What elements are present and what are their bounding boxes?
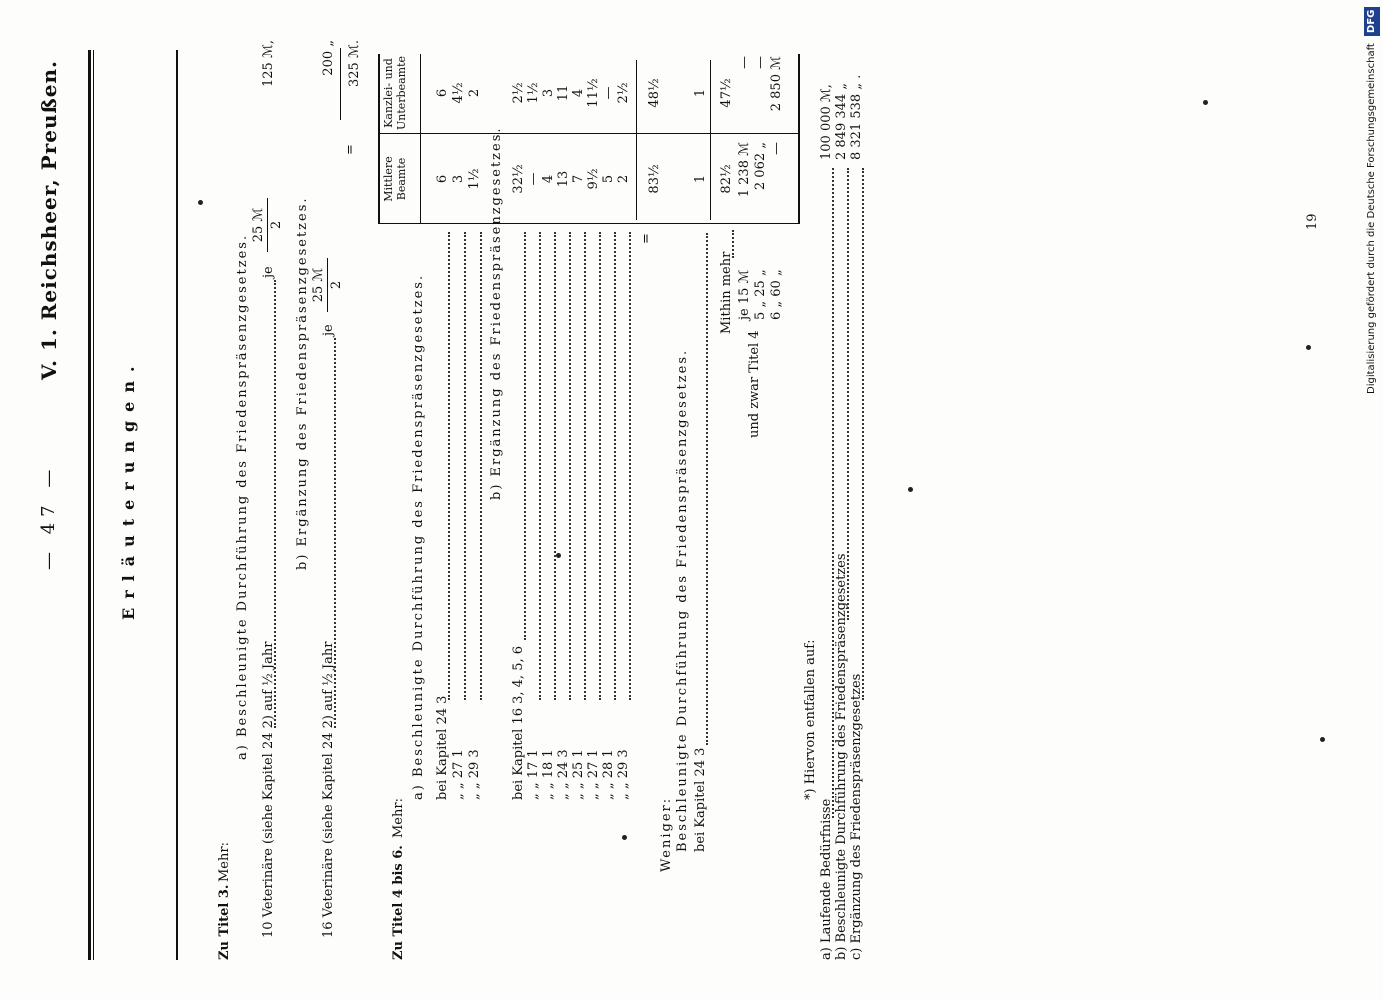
- table-cell-kanzlei: 3: [541, 88, 556, 98]
- titel4-mehr: Mehr:: [391, 798, 406, 838]
- leader-dots: [584, 232, 586, 700]
- footnote-label: b) Beschleunigte Durchführung des Friedenspräsenzgesetzes: [834, 553, 849, 960]
- footnote-label: a) Laufende Bedürfnisse: [819, 798, 834, 960]
- table-cell-mittlere: 4: [541, 174, 556, 184]
- table-row-label: „ „ 18 1: [541, 749, 556, 800]
- sum-kanzlei: 48½: [647, 78, 662, 108]
- table-row-label: „ „ 27 1: [451, 749, 466, 800]
- sum-rule: [340, 48, 341, 120]
- split-cell-mittlere: —: [769, 142, 784, 155]
- mithin-label: Mithin mehr: [719, 251, 734, 334]
- digitization-credit: [1364, 8, 1380, 394]
- table-row-label: „ „ 28 1: [601, 749, 616, 800]
- table-cell-mittlere: 2: [616, 174, 631, 184]
- footnote-label: c) Ergänzung des Friedenspräsenzgesetzes: [849, 673, 864, 960]
- scan-speck: [556, 553, 561, 558]
- mithin-mittlere: 82½: [719, 164, 734, 194]
- leader-dots: [480, 232, 482, 700]
- table-left-border: [378, 223, 798, 224]
- je-label: je: [261, 266, 276, 278]
- table-cell-kanzlei: 2½: [616, 82, 631, 104]
- table-top-border: [378, 54, 380, 224]
- sheet-number: 19: [1305, 213, 1320, 230]
- titel3-total: 325 ℳ.: [347, 40, 362, 87]
- table-row-label: bei Kapitel 24 3: [435, 695, 450, 800]
- titel4-b-label: b) Ergänzung des Friedenspräsenzgesetzes.: [489, 126, 504, 500]
- table-row-label: „ „ 17 1: [526, 749, 541, 800]
- sum-rule: [636, 60, 637, 220]
- table-row-label: bei Kapitel 16 3, 4, 5, 6: [511, 645, 526, 800]
- mithin-kanzlei: 47½: [719, 78, 734, 108]
- leader-dots: [274, 280, 276, 728]
- split-cell-mittlere: 1 238 ℳ: [737, 142, 752, 198]
- table-cell-kanzlei: 2: [467, 88, 482, 98]
- fraction-top: 25 ℳ: [251, 207, 266, 243]
- table-cell-mittlere: 3: [451, 174, 466, 184]
- table-cell-kanzlei: —: [601, 86, 616, 100]
- split-row-label: 5 „ 25 „: [753, 269, 768, 320]
- fraction-bottom: 2: [329, 280, 344, 290]
- table-row-label: „ „ 24 3: [556, 749, 571, 800]
- header-rule-thin: [93, 50, 94, 960]
- titel3-b-label: b) Ergänzung des Friedenspräsenzgesetzes.: [295, 196, 310, 570]
- total-eq: =: [343, 144, 358, 155]
- sum-mittlere: 83½: [647, 164, 662, 194]
- titel3-mehr: Mehr:: [217, 842, 232, 882]
- table-row-label: „ „ 29 3: [467, 749, 482, 800]
- fraction-bar: [327, 258, 328, 312]
- scan-speck: [1203, 100, 1208, 105]
- weniger-subject: Beschleunigte Durchführung des Friedenspräsenzgesetzes.: [675, 348, 690, 852]
- table-cell-mittlere: 13: [556, 170, 571, 188]
- footnote-intro: *) Hiervon entfallen auf:: [803, 639, 818, 800]
- table-column-divider: [378, 133, 798, 134]
- leader-dots: [862, 168, 864, 700]
- table-cell-kanzlei: 6: [435, 88, 450, 98]
- table-cell-mittlere: 7: [571, 174, 586, 184]
- scan-speck: [198, 200, 203, 205]
- leader-dots: [847, 168, 849, 620]
- leader-dots: [614, 232, 616, 700]
- titel3-b-amount: 200 „: [321, 40, 336, 76]
- table-cell-kanzlei: 1½: [526, 82, 541, 104]
- leader-dots: [599, 232, 601, 700]
- weniger-row-label: bei Kapitel 24 3: [693, 747, 708, 852]
- section-heading: Erläuterungen.: [119, 357, 138, 620]
- footnote-amount: 100 000 ℳ,: [819, 84, 834, 160]
- footnote-amount: 2 849 344 „: [834, 82, 849, 160]
- split-cell-kanzlei: —: [737, 56, 752, 69]
- leader-dots: [554, 232, 556, 700]
- leader-dots: [732, 230, 734, 258]
- weniger-mittlere: 1: [693, 174, 708, 184]
- table-row-label: „ „ 25 1: [571, 749, 586, 800]
- table-header-rule: [420, 54, 421, 224]
- table-bottom-border: [798, 54, 800, 224]
- table-cell-mittlere: —: [526, 172, 541, 186]
- table-cell-mittlere: 9½: [586, 168, 601, 190]
- col-kanzlei-header: Kanzlei- und Unterbeamte: [382, 56, 408, 131]
- titel3-a-line: 10 Veterinäre (siehe Kapitel 24 2) auf ½ Jahr: [261, 641, 276, 938]
- titel3-b-line: 16 Veterinäre (siehe Kapitel 24 2) auf ½ Jahr: [321, 641, 336, 938]
- sum-rule: [710, 60, 711, 220]
- page-number: — 47 —: [38, 463, 59, 570]
- titel3-a-amount: 125 ℳ,: [261, 40, 276, 87]
- table-cell-mittlere: 32½: [511, 164, 526, 194]
- split-cell-kanzlei: —: [753, 56, 768, 69]
- page-title: V. 1. Reichsheer, Preußen.: [37, 60, 61, 380]
- titel3-heading: Zu Titel 3.: [217, 884, 232, 960]
- col-mittlere-header: Mittlere Beamte: [382, 156, 408, 202]
- titel4-heading: Zu Titel 4 bis 6.: [391, 845, 406, 960]
- split-row-label: 6 „ 60 „: [769, 269, 784, 320]
- table-cell-mittlere: 6: [435, 174, 450, 184]
- dfg-logo: DFG: [1364, 7, 1380, 36]
- je-label: je: [321, 324, 336, 336]
- scan-speck: [908, 487, 913, 492]
- scan-speck: [1320, 737, 1325, 742]
- table-cell-kanzlei: 2½: [511, 82, 526, 104]
- table-cell-kanzlei: 11: [556, 84, 571, 102]
- header-rule: [88, 50, 91, 960]
- titel3-a-label: a) Beschleunigte Durchführung des Friedenspräsenzgesetzes.: [235, 233, 250, 760]
- leader-dots: [539, 232, 541, 700]
- sum-eq: =: [639, 233, 654, 244]
- table-cell-kanzlei: 11½: [586, 78, 601, 108]
- table-cell-mittlere: 1½: [467, 168, 482, 190]
- table-row-label: „ „ 29 3: [616, 749, 631, 800]
- table-cell-kanzlei: 4½: [451, 82, 466, 104]
- table-cell-mittlere: 5: [601, 174, 616, 184]
- table-cell-kanzlei: 4: [571, 88, 586, 98]
- split-cell-kanzlei: 2 850 ℳ: [769, 56, 784, 112]
- section-rule: [176, 50, 178, 960]
- leader-dots: [706, 233, 708, 745]
- fraction-top: 25 ℳ: [311, 267, 326, 303]
- leader-dots: [569, 232, 571, 700]
- table-row-label: „ „ 27 1: [586, 749, 601, 800]
- und-zwar-label: und zwar Titel 4: [747, 330, 762, 438]
- weniger-label: Weniger:: [659, 796, 674, 872]
- leader-dots: [524, 232, 526, 640]
- footnote-amount: 8 321 538 „ .: [849, 74, 864, 160]
- scan-speck: [622, 835, 627, 840]
- leader-dots: [629, 232, 631, 700]
- credit-text: Digitalisierung gefördert durch die Deutsche Forschungsgemeinschaft: [1366, 43, 1377, 394]
- fraction-bottom: 2: [269, 220, 284, 230]
- weniger-kanzlei: 1: [693, 88, 708, 98]
- split-row-label: je 15 ℳ: [737, 269, 752, 320]
- split-cell-mittlere: 2 062 „: [753, 142, 768, 191]
- leader-dots: [448, 232, 450, 700]
- scan-speck: [1306, 345, 1311, 350]
- titel4-a-label: a) Beschleunigte Durchführung des Friedenspräsenzgesetzes.: [411, 273, 426, 800]
- leader-dots: [464, 232, 466, 700]
- fraction-bar: [267, 198, 268, 252]
- leader-dots: [334, 338, 336, 728]
